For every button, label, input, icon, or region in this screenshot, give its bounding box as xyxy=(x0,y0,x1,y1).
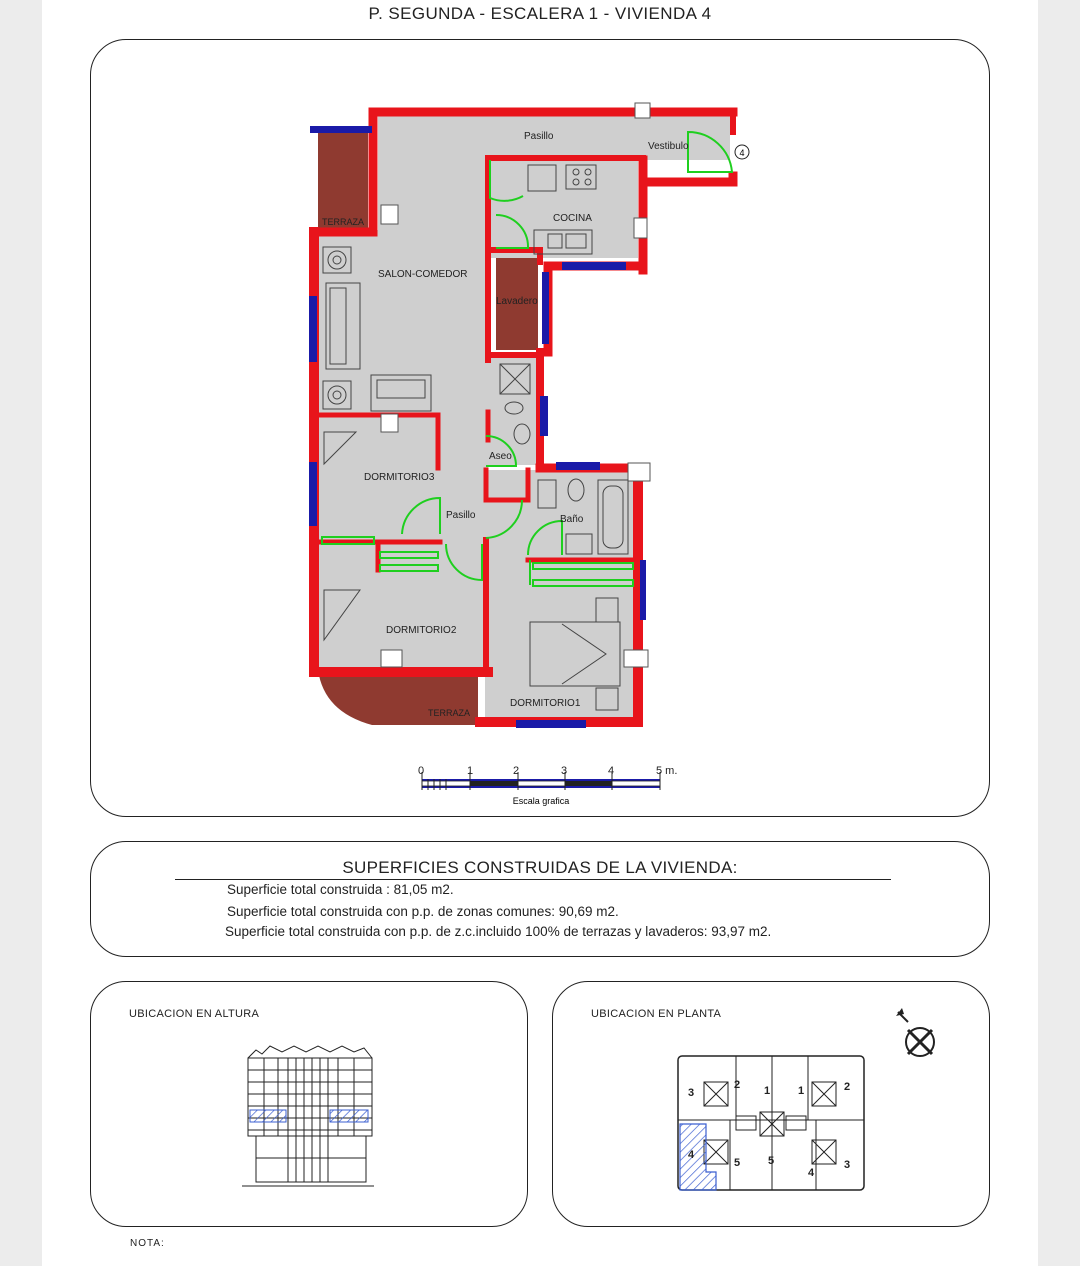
scale-tick-0: 0 xyxy=(418,765,425,777)
site-unit-1-left: 1 xyxy=(764,1085,771,1097)
ubicacion-planta-label: UBICACION EN PLANTA xyxy=(591,1008,722,1020)
room-pasillo-mid: Pasillo xyxy=(446,510,476,521)
site-unit-4-left: 4 xyxy=(688,1149,695,1161)
ubicacion-altura-label: UBICACION EN ALTURA xyxy=(129,1008,260,1020)
site-unit-4-right: 4 xyxy=(808,1167,815,1179)
room-salon-comedor: SALON-COMEDOR xyxy=(378,269,468,280)
north-arrow-icon xyxy=(892,1004,942,1064)
scale-tick-5: 5 m. xyxy=(656,765,678,777)
scale-tick-3: 3 xyxy=(561,765,568,777)
surface-line-common: Superficie total construida con p.p. de zonas comunes: 90,69 m2. xyxy=(227,904,619,919)
room-dormitorio2: DORMITORIO2 xyxy=(386,625,457,636)
scale-tick-4: 4 xyxy=(608,765,615,777)
surface-line-terraces: Superficie total construida con p.p. de z.c.incluido 100% de terrazas y lavaderos: 93,97 m2. xyxy=(225,924,772,939)
surfaces-title-rule xyxy=(175,879,891,880)
scale-tick-2: 2 xyxy=(513,765,520,777)
surfaces-title: SUPERFICIES CONSTRUIDAS DE LA VIVIENDA: xyxy=(342,858,738,877)
scale-tick-1: 1 xyxy=(467,765,474,777)
room-dormitorio1: DORMITORIO1 xyxy=(510,698,581,709)
room-terraza-bottom: TERRAZA xyxy=(428,708,471,718)
room-aseo: Aseo xyxy=(489,451,512,462)
building-elevation xyxy=(242,1040,382,1190)
site-unit-2-right: 2 xyxy=(844,1081,851,1093)
site-unit-2-left: 2 xyxy=(734,1079,741,1091)
nota-label: NOTA: xyxy=(130,1238,165,1249)
room-bano: Baño xyxy=(560,514,584,525)
unit-marker-number: 4 xyxy=(739,148,745,158)
room-vestibulo: Vestibulo xyxy=(648,141,689,152)
room-terraza-top: TERRAZA xyxy=(322,217,365,227)
site-unit-1-right: 1 xyxy=(798,1085,805,1097)
room-dormitorio3: DORMITORIO3 xyxy=(364,472,435,483)
terrace-top xyxy=(318,130,368,228)
room-cocina: COCINA xyxy=(553,213,592,224)
site-unit-5-left: 5 xyxy=(734,1157,741,1169)
scale-caption: Escala grafica xyxy=(512,796,570,806)
surface-line-total: Superficie total construida : 81,05 m2. xyxy=(227,882,454,897)
room-pasillo-top: Pasillo xyxy=(524,131,554,142)
site-unit-5-right: 5 xyxy=(768,1155,775,1167)
site-unit-3-right: 3 xyxy=(844,1159,851,1171)
site-unit-3-left: 3 xyxy=(688,1087,695,1099)
page-title: P. SEGUNDA - ESCALERA 1 - VIVIENDA 4 xyxy=(368,4,712,23)
site-plan xyxy=(676,1054,866,1194)
surfaces-frame xyxy=(90,841,990,957)
graphic-scale xyxy=(418,765,677,806)
room-lavadero: Lavadero xyxy=(496,296,538,307)
